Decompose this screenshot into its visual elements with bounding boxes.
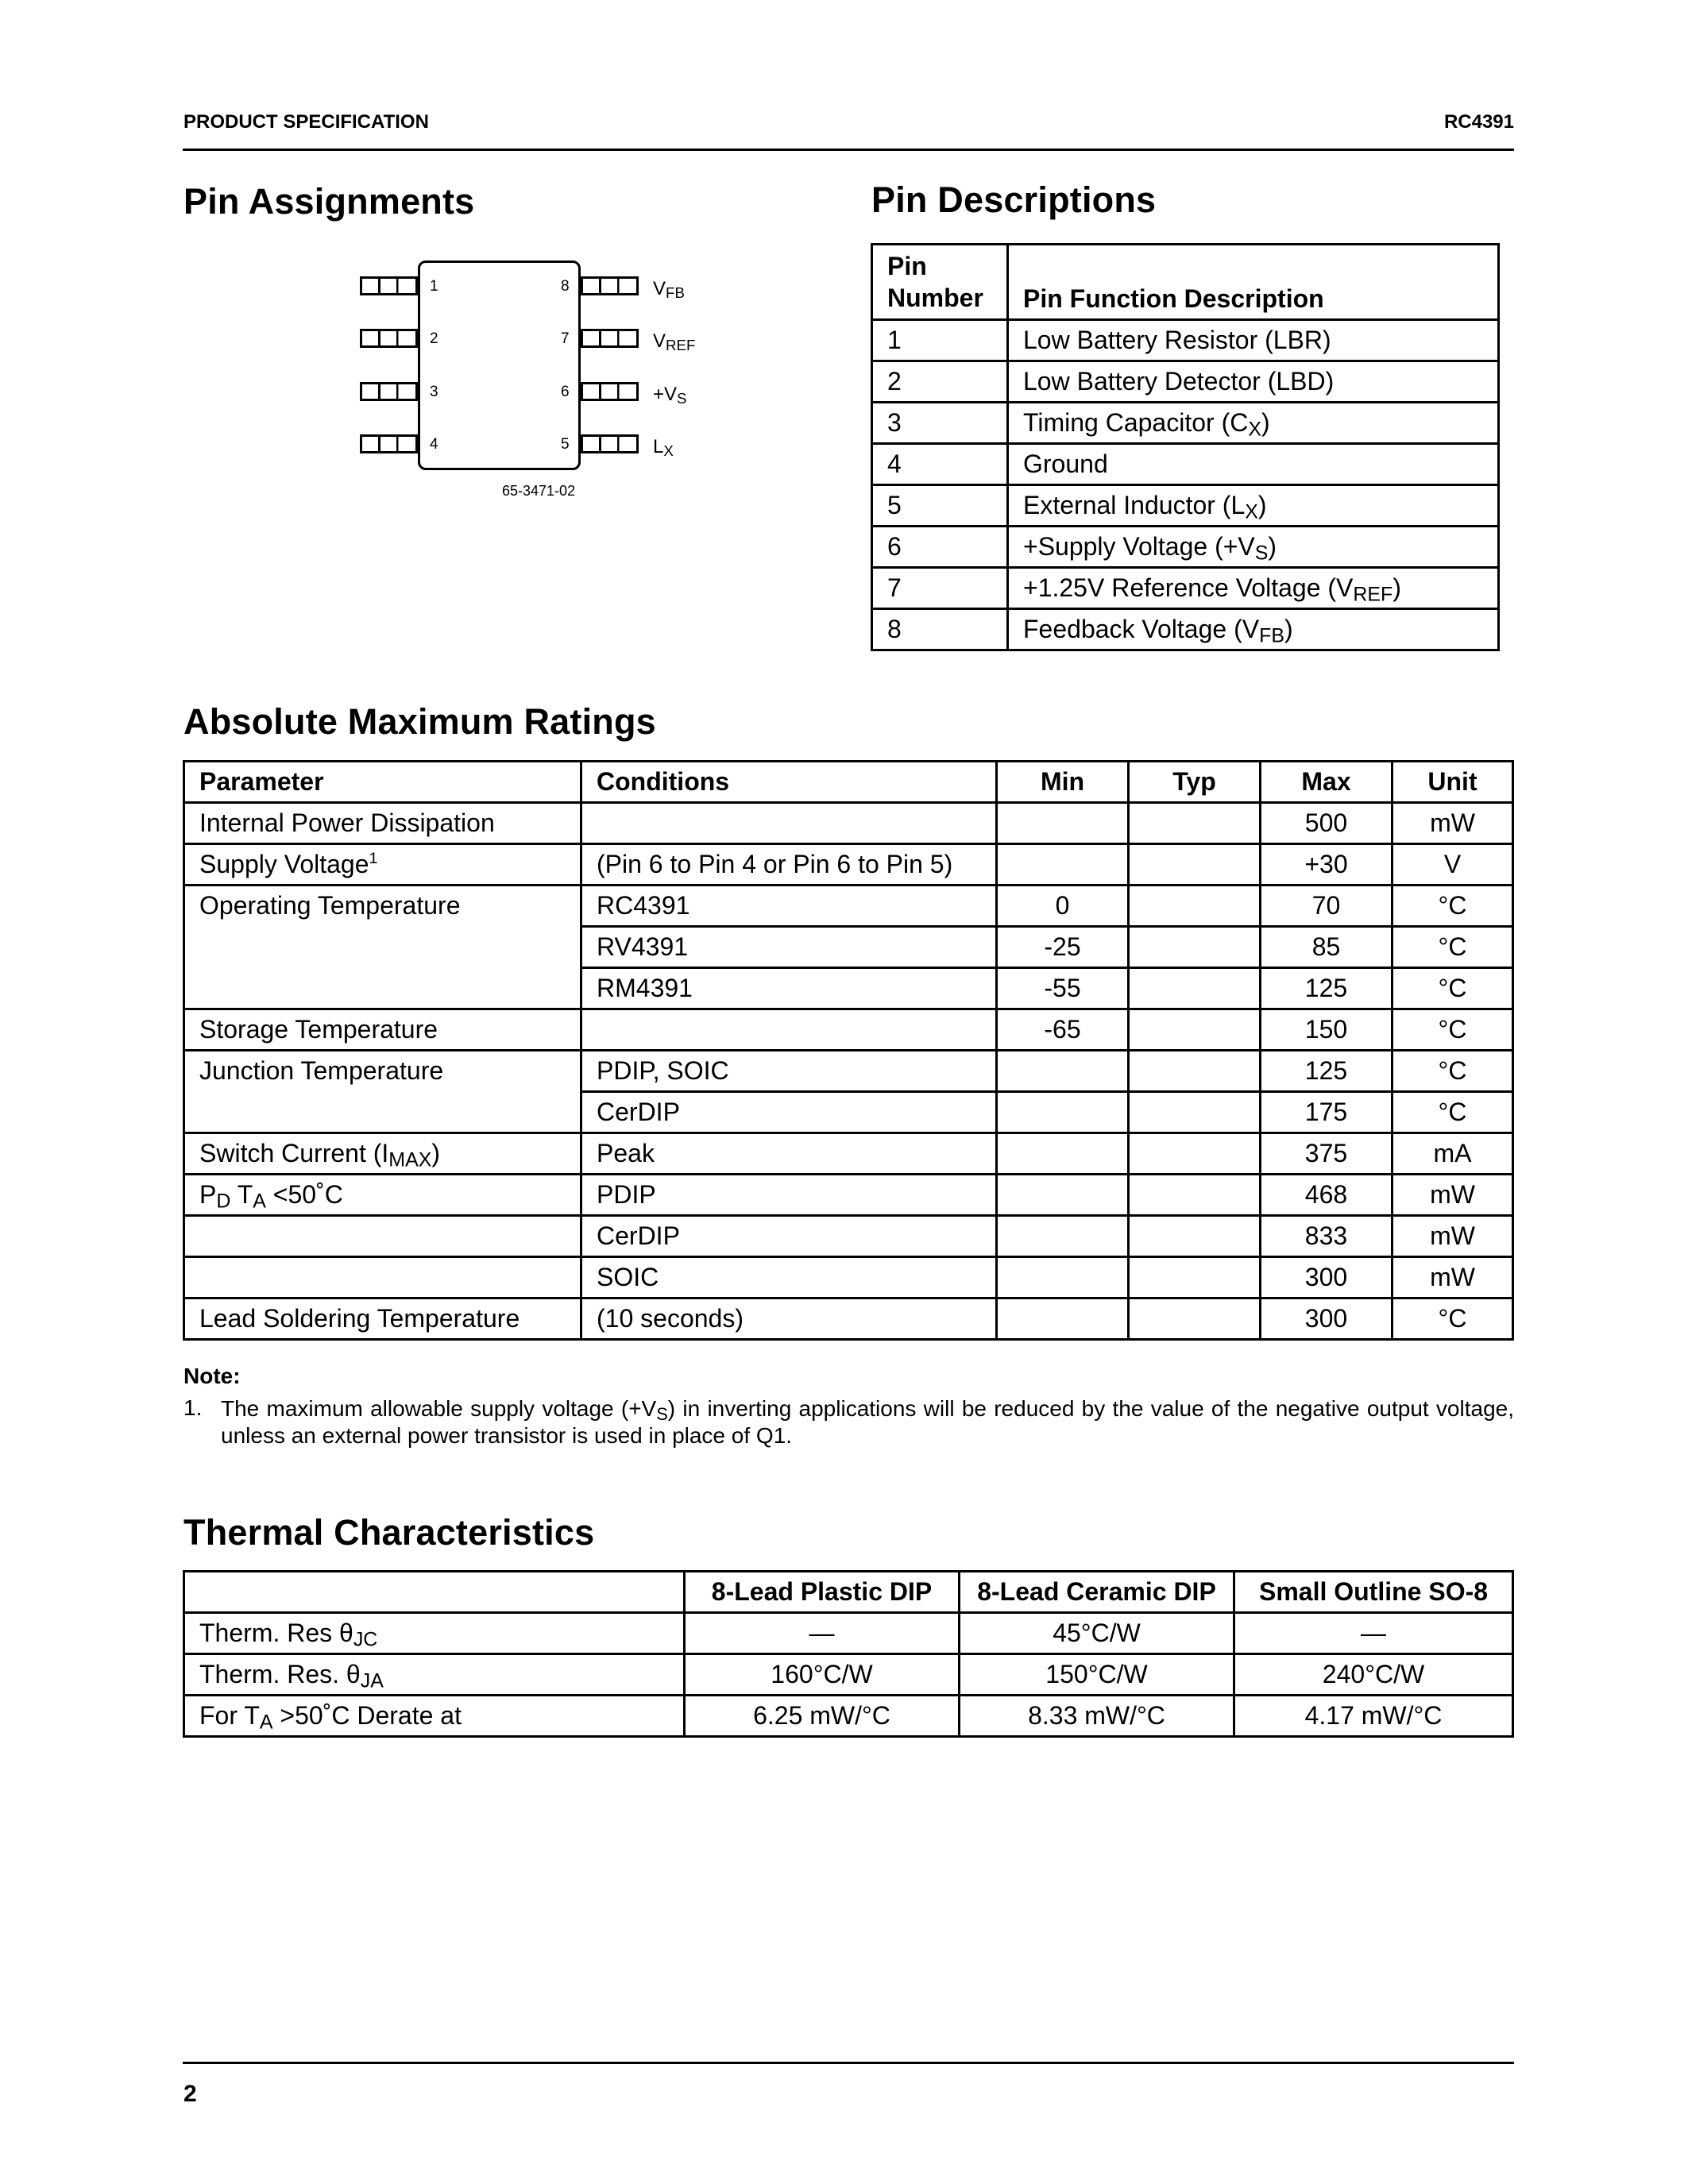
table-row: RM4391 -55 125 °C — [184, 968, 1513, 1009]
table-row: 1 Low Battery Resistor (LBR) — [872, 320, 1499, 361]
table-row: 3 Timing Capacitor $(C_X)$ — [872, 403, 1499, 444]
page-number: 2 — [183, 2081, 197, 2107]
pin-diagram — [0, 0, 794, 556]
note-number: 1. — [183, 1395, 203, 1420]
table-row: Operating Temperature RC4391 0 70 °C — [184, 886, 1513, 927]
table-header-row — [872, 245, 1499, 320]
header-pin-number: Pin Number — [872, 245, 1008, 320]
table-row: SOIC 300 mW — [184, 1257, 1513, 1298]
table-row: Therm. Res. $\theta_{JA}$ 160°C/W 150°C/W 240°C/W — [184, 1654, 1513, 1696]
table-row: Lead Soldering Temperature (10 seconds) 300 °C — [184, 1298, 1513, 1340]
pin-assignments-title: Pin Assignments — [183, 181, 475, 222]
table-row: 7 +1.25V Reference Voltage $(V_{REF})$ — [872, 568, 1499, 609]
pin-1-lead — [360, 276, 418, 295]
table-row: 2 Low Battery Detector (LBD) — [872, 361, 1499, 403]
table-row: 8 Feedback Voltage $(V_{FB})$ — [872, 609, 1499, 650]
figure-id: 65-3471-02 — [502, 483, 576, 499]
table-row: Junction Temperature PDIP, SOIC 125 °C — [184, 1051, 1513, 1092]
header-left: PRODUCT SPECIFICATION — [183, 111, 429, 133]
note-text: The maximum allowable supply voltage $(+V_S)$ in inverting applications will be reduced by the value of the negative output voltage, unless an external power transistor is used in place of Q1. — [221, 1396, 1515, 1448]
note-label: Note: — [183, 1364, 241, 1388]
pin-5-number: 5 — [561, 436, 570, 453]
table-header-row: Parameter Conditions Min Typ Max Unit — [184, 762, 1513, 803]
thermal-table — [183, 1570, 1514, 1738]
thermal-title: Thermal Characteristics — [183, 1512, 595, 1553]
pin-3-number: 3 — [430, 384, 438, 400]
table-row: 5 External Inductor $(L_X)$ — [872, 485, 1499, 527]
pin-7-lead — [581, 329, 639, 348]
pin-8-lead — [581, 276, 639, 295]
pin-5-label: $L_X$ — [653, 436, 674, 460]
table-row: Supply Voltage$^1$ (Pin 6 to Pin 4 or Pin 6 to Pin 5) +30 V — [184, 844, 1513, 886]
pin-6-number: 6 — [561, 384, 570, 400]
pin-4-lead — [360, 434, 418, 453]
pin-6-label: $+V_S$ — [653, 384, 687, 407]
pin-8-label: $V_{FB}$ — [653, 278, 685, 302]
chip-body — [418, 260, 581, 470]
pin-descriptions-table — [871, 243, 1500, 651]
pin-4-number: 4 — [430, 436, 438, 453]
table-row: 6 +Supply Voltage $(+V_S)$ — [872, 527, 1499, 568]
table-row: $P_D$ $T_A$ <50˚C PDIP 468 mW — [184, 1175, 1513, 1216]
pin-8-number: 8 — [561, 278, 570, 295]
table-row: For $T_A$ >50˚C Derate at 6.25 mW/°C 8.33 mW/°C 4.17 mW/°C — [184, 1696, 1513, 1737]
pin-1-number: 1 — [430, 278, 438, 295]
table-header-row: 8-Lead Plastic DIP 8-Lead Ceramic DIP Small Outline SO-8 — [184, 1572, 1513, 1613]
table-row: 4 Ground — [872, 444, 1499, 485]
pin-7-number: 7 — [561, 330, 570, 347]
pin-6-lead — [581, 382, 639, 401]
pin-descriptions-title: Pin Descriptions — [871, 179, 1157, 220]
table-row: CerDIP 175 °C — [184, 1092, 1513, 1133]
abs-max-title: Absolute Maximum Ratings — [183, 701, 656, 742]
table-row: Therm. Res $\theta_{JC}$ — 45°C/W — — [184, 1613, 1513, 1654]
table-row: Switch Current $(I_{MAX})$ Peak 375 mA — [184, 1133, 1513, 1175]
table-row: CerDIP 833 mW — [184, 1216, 1513, 1257]
pin-3-lead — [360, 382, 418, 401]
pin-2-lead — [360, 329, 418, 348]
pin-2-number: 2 — [430, 330, 438, 347]
abs-max-table — [183, 760, 1514, 1341]
footer-rule — [183, 2062, 1514, 2064]
table-row: Internal Power Dissipation 500 mW — [184, 803, 1513, 844]
pin-7-label: $V_{REF}$ — [653, 330, 696, 354]
header-pin-function: Pin Function Description — [1008, 245, 1499, 320]
table-row: RV4391 -25 85 °C — [184, 927, 1513, 968]
pin-5-lead — [581, 434, 639, 453]
header-right: RC4391 — [1443, 111, 1514, 133]
table-row: Storage Temperature -65 150 °C — [184, 1009, 1513, 1051]
